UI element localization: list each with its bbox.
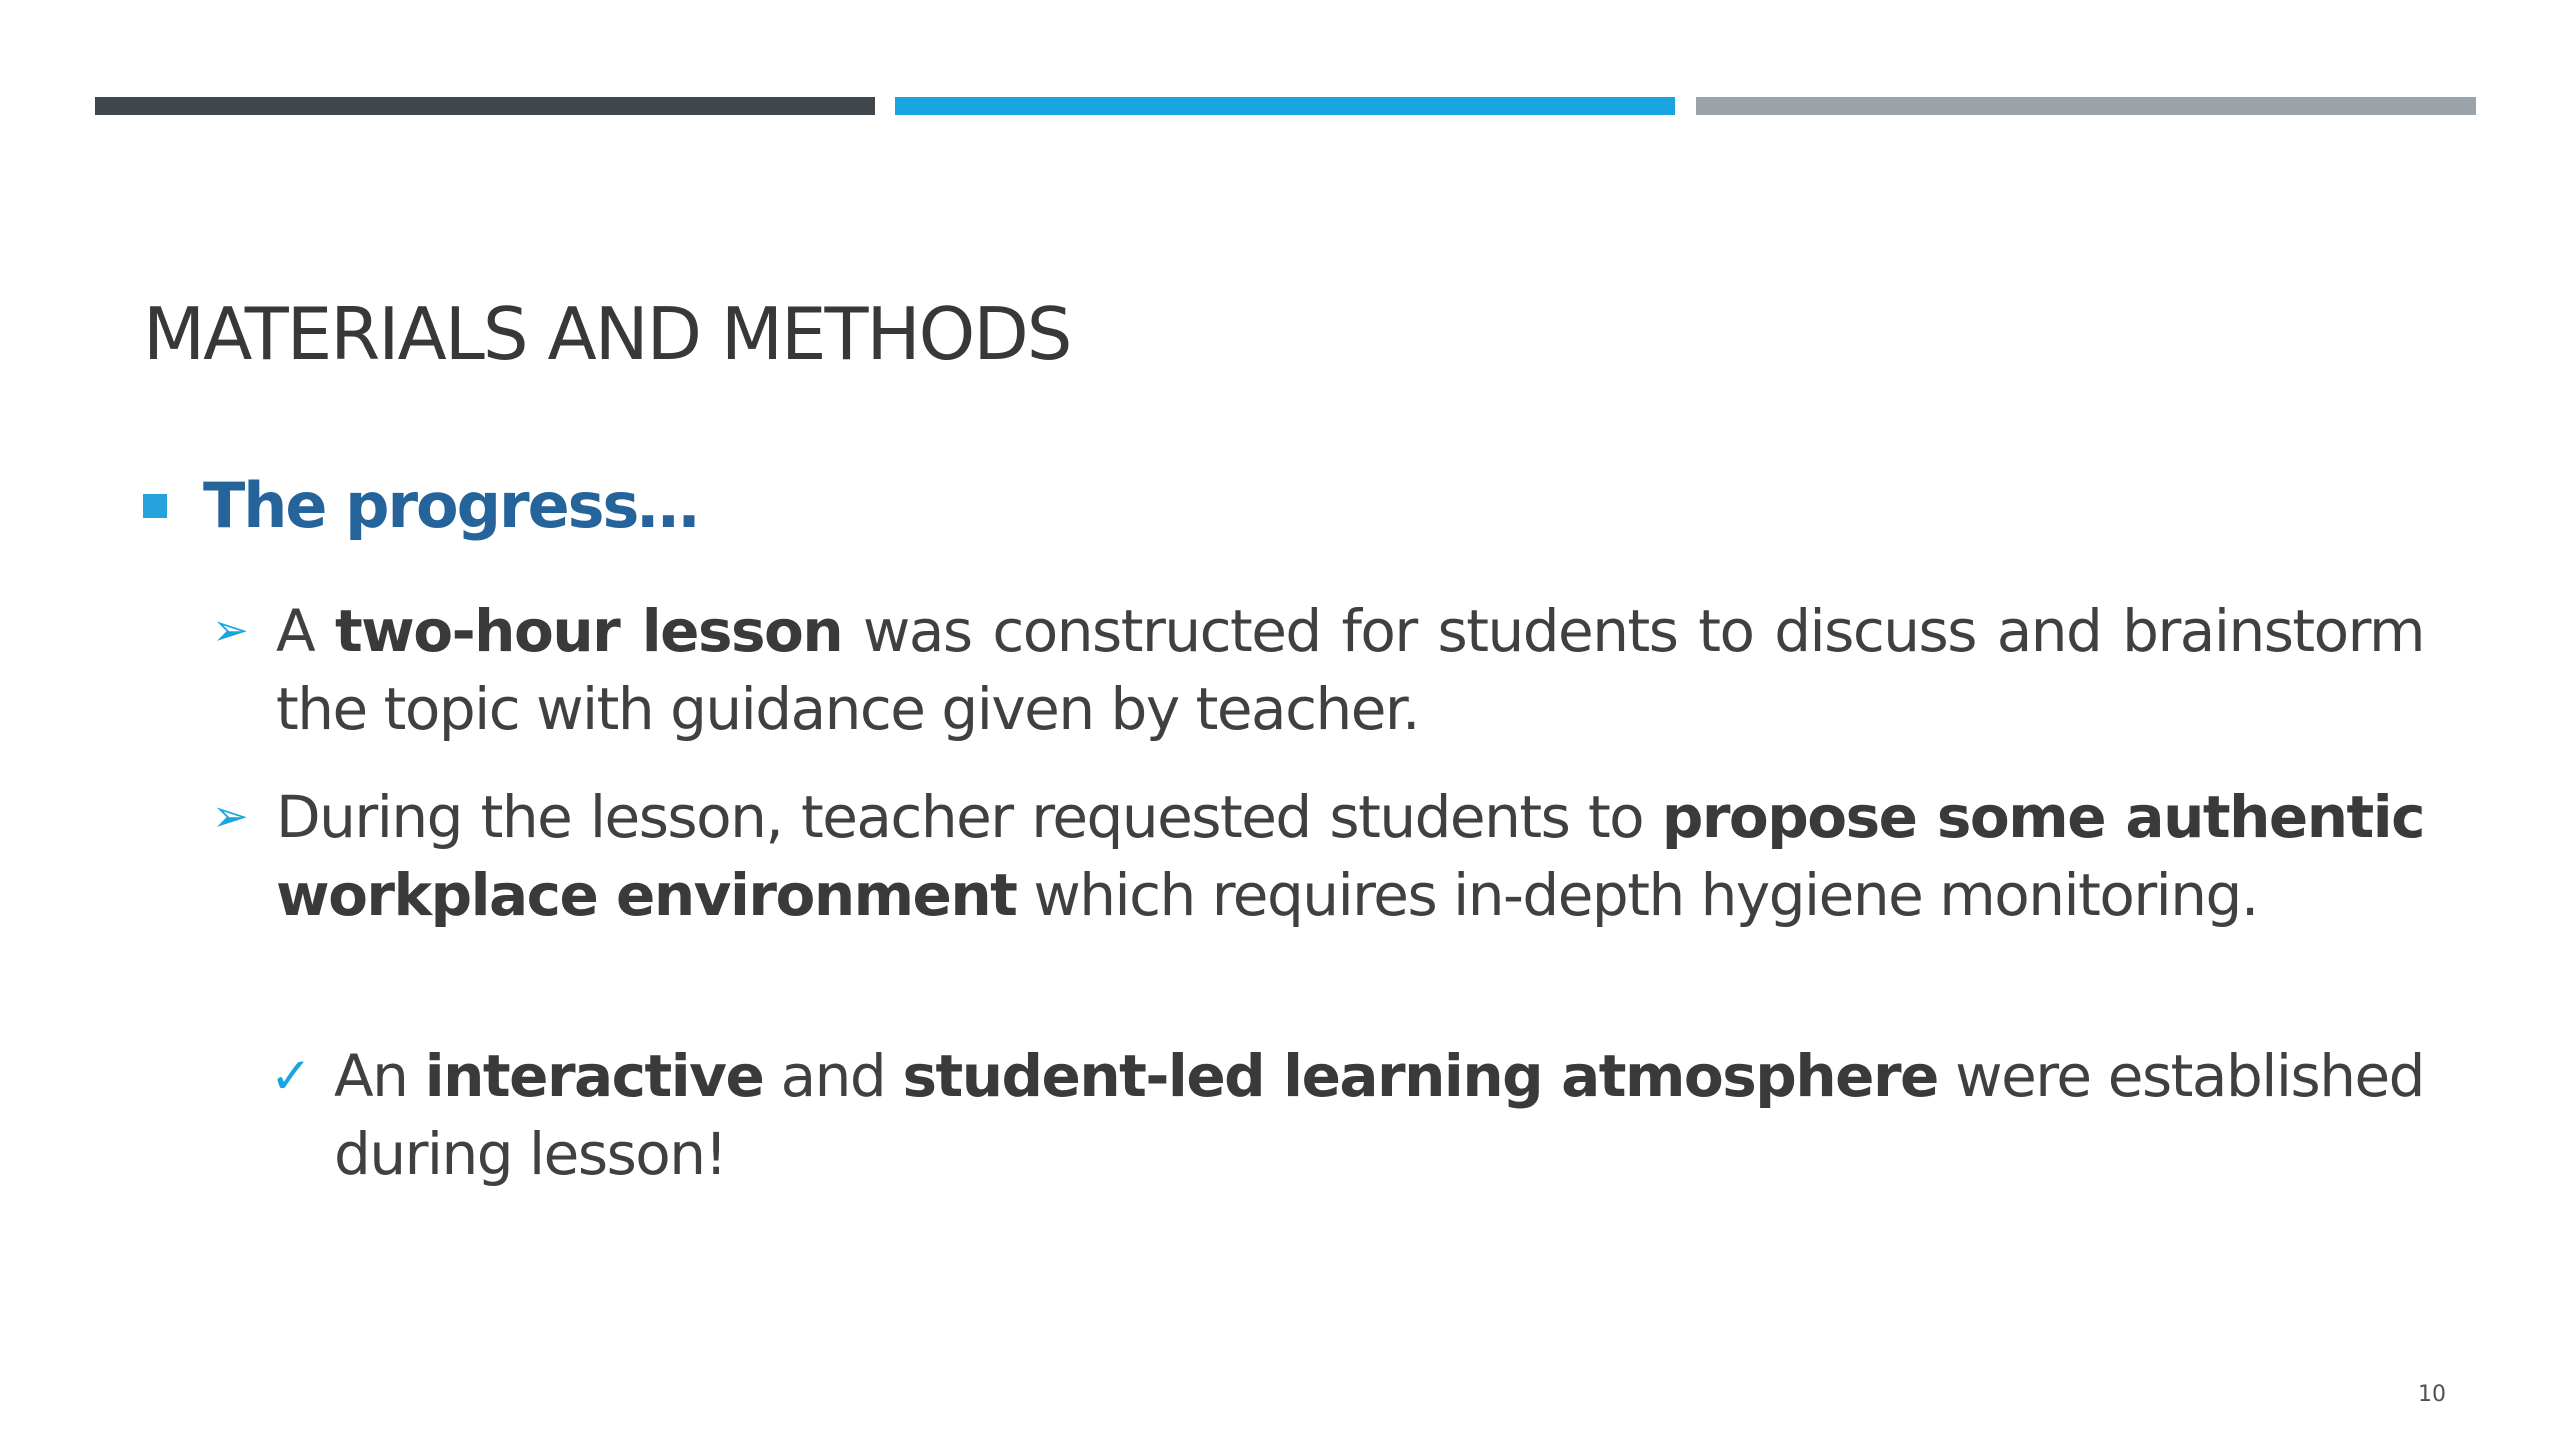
page-number: 10 (2418, 1382, 2446, 1407)
section-heading (143, 469, 698, 542)
text-segment: and (763, 1042, 903, 1110)
arrow-right-icon: ➢ (212, 605, 249, 656)
bold-text-segment: propose some authentic workplace environment (276, 783, 2424, 929)
header-bar-blue (895, 97, 1675, 115)
section-heading-text: The progress… (203, 469, 698, 542)
text-segment: were established during lesson! (334, 1042, 2424, 1188)
list-item-text (276, 778, 2424, 934)
list-item-text (276, 592, 2424, 748)
sub-list-item (270, 1037, 2424, 1193)
bold-text-segment: interactive (424, 1042, 764, 1110)
slide-title: MATERIALS AND METHODS (143, 292, 1071, 376)
bold-text-segment: two-hour lesson (334, 597, 843, 665)
sub-list-item-text (334, 1037, 2424, 1193)
square-bullet-icon (143, 494, 167, 518)
text-segment: which requires in-depth hygiene monitoring. (1016, 861, 2258, 929)
checkmark-icon: ✓ (270, 1047, 312, 1105)
arrow-right-icon: ➢ (212, 791, 249, 842)
header-bar-dark (95, 97, 875, 115)
bold-text-segment: student-led learning atmosphere (902, 1042, 1938, 1110)
header-bar-gray (1696, 97, 2476, 115)
list-item (212, 778, 2424, 934)
text-segment: was constructed for students to discuss and brainstorm the topic with guidance given by teacher. (276, 597, 2424, 743)
text-segment: An (334, 1042, 425, 1110)
list-item (212, 592, 2424, 748)
text-segment: During the lesson, teacher requested students to (276, 783, 1662, 851)
text-segment: A (276, 597, 335, 665)
